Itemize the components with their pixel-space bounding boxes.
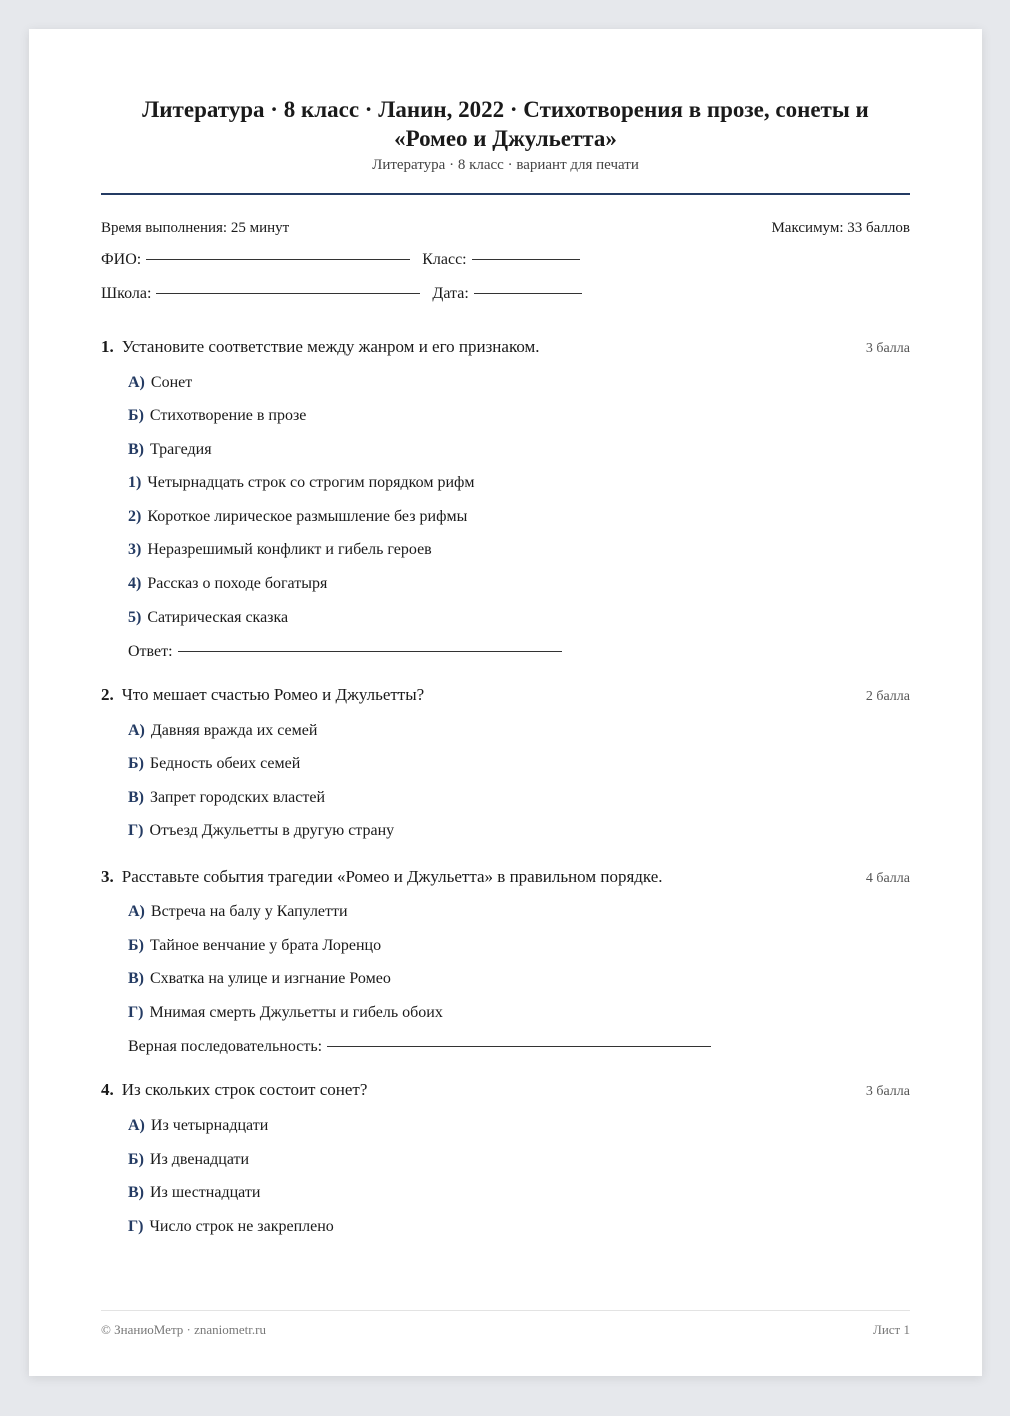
option-letter: 4)	[128, 575, 142, 592]
option-letter: Б)	[128, 1151, 144, 1168]
option-text: Трагедия	[150, 441, 212, 458]
option-text: Из четырнадцати	[150, 1117, 269, 1134]
question-1-option[interactable]	[128, 575, 327, 593]
question-1-points: 3 балла	[865, 341, 910, 356]
question-1-option[interactable]	[128, 508, 467, 526]
question-4-header	[101, 1080, 910, 1100]
question-4-points: 3 балла	[865, 1084, 910, 1099]
option-text: Из шестнадцати	[150, 1184, 261, 1201]
max-score: Максимум: 33 баллов	[771, 220, 910, 236]
option-text: Бедность обеих семей	[149, 755, 301, 772]
option-letter: Б)	[128, 755, 144, 772]
class-input-line[interactable]	[472, 258, 580, 260]
option-text: Сонет	[150, 374, 193, 391]
option-letter: 2)	[128, 508, 142, 525]
option-text: Отъезд Джульетты в другую страну	[149, 822, 395, 839]
question-1-option[interactable]	[128, 541, 432, 559]
school-input-line[interactable]	[156, 292, 420, 294]
question-1-number: 1.	[101, 337, 114, 356]
question-1-option[interactable]	[128, 609, 288, 627]
option-letter: Г)	[128, 1218, 144, 1235]
option-letter: 1)	[128, 474, 142, 491]
answer-label: Ответ:	[128, 643, 173, 660]
footer-page-number: Лист 1	[873, 1322, 910, 1337]
question-3	[101, 867, 910, 887]
question-1-header	[101, 337, 910, 357]
question-3-option[interactable]	[128, 937, 381, 955]
option-text: Из двенадцати	[149, 1151, 250, 1168]
option-text: Стихотворение в прозе	[149, 407, 307, 424]
title-line-1: Литература · 8 класс · Ланин, 2022 · Стихотворения в прозе, сонеты и	[142, 97, 869, 122]
option-letter: 5)	[128, 609, 142, 626]
fio-input-line[interactable]	[146, 258, 410, 260]
option-letter: Г)	[128, 1004, 144, 1021]
option-text: Сатирическая сказка	[147, 609, 289, 626]
option-text: Схватка на улице и изгнание Ромео	[150, 970, 391, 987]
option-text: Встреча на балу у Капулетти	[150, 903, 348, 920]
school-label: Школа:	[101, 285, 152, 302]
school-date-row	[101, 285, 910, 303]
question-4-option[interactable]	[128, 1151, 249, 1169]
page-title	[101, 95, 910, 153]
answer-input-line[interactable]	[178, 651, 562, 652]
option-text: Запрет городских властей	[150, 789, 326, 806]
question-3-header	[101, 867, 910, 887]
answer-input-line[interactable]	[327, 1046, 711, 1047]
option-letter: Б)	[128, 937, 144, 954]
question-4-option[interactable]	[128, 1218, 334, 1236]
question-4-option[interactable]	[128, 1184, 260, 1202]
worksheet-page	[29, 29, 982, 1376]
footer-divider	[101, 1310, 910, 1311]
option-text: Неразрешимый конфликт и гибель героев	[147, 541, 432, 558]
fio-label: ФИО:	[101, 251, 142, 268]
title-line-2: «Ромео и Джульетта»	[394, 126, 617, 151]
question-1-option[interactable]	[128, 474, 475, 492]
header-divider	[101, 193, 910, 195]
class-label: Класс:	[422, 251, 467, 268]
option-text: Давняя вражда их семей	[150, 722, 318, 739]
option-text: Число строк не закреплено	[149, 1218, 334, 1235]
option-letter: А)	[128, 722, 145, 739]
option-letter: В)	[128, 1184, 144, 1201]
page-content	[101, 29, 910, 1376]
question-1-option[interactable]	[128, 441, 212, 459]
question-3-option[interactable]	[128, 970, 391, 988]
question-4-option[interactable]	[128, 1117, 268, 1135]
page-footer	[101, 1322, 910, 1338]
footer-copyright: © ЗнаниоМетр · znaniometr.ru	[101, 1322, 266, 1337]
date-label: Дата:	[432, 285, 469, 302]
option-letter: В)	[128, 789, 144, 806]
option-letter: В)	[128, 441, 144, 458]
option-text: Мнимая смерть Джульетты и гибель обоих	[149, 1004, 443, 1021]
question-3-text: Расставьте события трагедии «Ромео и Джульетта» в правильном порядке.	[121, 867, 663, 886]
option-letter: 3)	[128, 541, 142, 558]
option-letter: Б)	[128, 407, 144, 424]
option-letter: А)	[128, 903, 145, 920]
question-2-option[interactable]	[128, 822, 394, 840]
time-limit: Время выполнения: 25 минут	[101, 220, 290, 236]
question-1-option[interactable]	[128, 374, 192, 392]
question-4-number: 4.	[101, 1080, 114, 1099]
option-text: Рассказ о походе богатыря	[147, 575, 328, 592]
page-subtitle: Литература · 8 класс · вариант для печати	[372, 157, 639, 173]
option-text: Четырнадцать строк со строгим порядком рифм	[147, 474, 475, 491]
question-2-points: 2 балла	[865, 689, 910, 704]
question-2-number: 2.	[101, 685, 114, 704]
option-letter: А)	[128, 374, 145, 391]
question-2-option[interactable]	[128, 722, 317, 740]
question-3-option[interactable]	[128, 903, 348, 921]
answer-label: Верная последовательность:	[128, 1038, 323, 1055]
question-2	[101, 685, 910, 705]
question-3-points: 4 балла	[865, 871, 910, 886]
question-1	[101, 337, 910, 357]
question-1-option[interactable]	[128, 407, 306, 425]
option-text: Тайное венчание у брата Лоренцо	[149, 937, 382, 954]
question-2-header	[101, 685, 910, 705]
question-4	[101, 1080, 910, 1100]
option-letter: В)	[128, 970, 144, 987]
option-text: Короткое лирическое размышление без рифмы	[147, 508, 468, 525]
question-2-text: Что мешает счастью Ромео и Джульетты?	[121, 685, 425, 704]
question-3-option[interactable]	[128, 1004, 443, 1022]
question-1-answer	[128, 643, 562, 661]
option-letter: А)	[128, 1117, 145, 1134]
question-3-number: 3.	[101, 867, 114, 886]
fio-class-row	[101, 251, 910, 269]
option-letter: Г)	[128, 822, 144, 839]
meta-row	[101, 220, 910, 237]
question-1-text: Установите соответствие между жанром и его признаком.	[121, 337, 540, 356]
date-input-line[interactable]	[474, 292, 582, 294]
question-2-option[interactable]	[128, 789, 325, 807]
question-3-answer	[128, 1038, 711, 1056]
question-4-text: Из скольких строк состоит сонет?	[121, 1080, 368, 1099]
question-2-option[interactable]	[128, 755, 300, 773]
